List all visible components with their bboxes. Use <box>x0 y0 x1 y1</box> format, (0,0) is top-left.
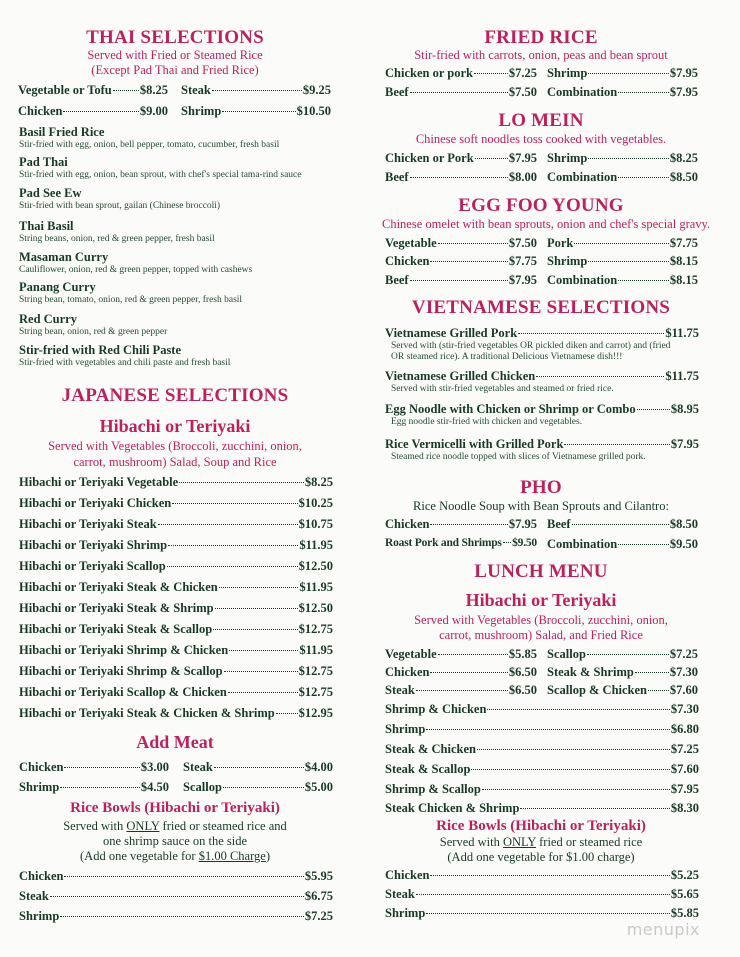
fried-rice-desc: Stir-fried with carrots, onion, peas and bean sprout <box>414 48 668 62</box>
thai-dish-name: Thai Basil <box>19 219 74 233</box>
lo-mein-row: Shrimp $8.25 <box>547 151 698 165</box>
lunch-subtitle: Hibachi or Teriyaki <box>465 590 617 610</box>
thai-dish-name: Stir-fried with Red Chili Paste <box>19 343 182 357</box>
lunch-item-row: Shrimp & Chicken $7.30 <box>385 702 699 716</box>
lunch-item-row: Shrimp & Scallop $7.95 <box>385 782 699 796</box>
lunch-pair-row: Vegetable $5.85 <box>385 647 537 661</box>
rice-bowls-title-left: Rice Bowls (Hibachi or Teriyaki) <box>70 800 280 816</box>
hibachi-item-row: Hibachi or Teriyaki Steak & Chicken $11.95 <box>19 580 333 594</box>
lunch-item-row: Steak Chicken & Shrimp $8.30 <box>385 801 699 815</box>
lunch-pair-row: Chicken $6.50 <box>385 665 537 679</box>
pho-row: Beef $8.50 <box>547 517 698 531</box>
vietnamese-selections-title: VIETNAMESE SELECTIONS <box>411 297 671 318</box>
rice-bowl-left-row: Shrimp $7.25 <box>19 909 333 923</box>
egg-foo-young-row: Shrimp $8.15 <box>547 254 698 268</box>
rice-bowls-title-right: Rice Bowls (Hibachi or Teriyaki) <box>436 818 646 834</box>
thai-option-row: Steak $9.25 <box>181 83 331 97</box>
hibachi-item-row: Hibachi or Teriyaki Steak & Chicken & Shrimp $12.95 <box>19 706 333 720</box>
vietnamese-item-desc: Served with (stir-fried vegetables OR pickled diken and carrot) and (fried <box>391 341 671 351</box>
thai-dish-name: Masaman Curry <box>19 250 109 264</box>
thai-dish-desc: Cauliflower, onion, red & green pepper, topped with cashews <box>19 265 253 275</box>
rice-bowls-desc-left-1: Served with ONLY fried or steamed rice and <box>63 819 287 833</box>
lunch-pair-row: Steak & Shrimp $7.30 <box>547 665 698 679</box>
pho-row: Roast Pork and Shrimps $9.50 <box>385 537 537 549</box>
vietnamese-item-desc: Steamed rice noodle topped with slices of Vietnamese grilled pork. <box>391 452 646 462</box>
add-meat-row: Shrimp $4.50 <box>19 780 169 794</box>
egg-foo-young-row: Beef $7.95 <box>385 273 537 287</box>
egg-foo-young-row: Combination $8.15 <box>547 273 698 287</box>
thai-option-row: Chicken $9.00 <box>18 104 168 118</box>
lo-mein-desc: Chinese soft noodles toss cooked with vegetables. <box>415 132 667 146</box>
thai-option-row: Vegetable or Tofu $8.25 <box>18 83 168 97</box>
lunch-item-row: Shrimp $6.80 <box>385 722 699 736</box>
lo-mein-row: Beef $8.00 <box>385 170 537 184</box>
lunch-pair-row: Scallop $7.25 <box>547 647 698 661</box>
egg-foo-young-title: EGG FOO YOUNG <box>458 195 624 216</box>
lunch-item-row: Steak & Scallop $7.60 <box>385 762 699 776</box>
hibachi-item-row: Hibachi or Teriyaki Scallop & Chicken $12.75 <box>19 685 333 699</box>
hibachi-item-row: Hibachi or Teriyaki Shrimp $11.95 <box>19 538 333 552</box>
vietnamese-item-row: Vietnamese Grilled Pork $11.75 <box>385 326 699 340</box>
rice-bowl-left-row: Steak $6.75 <box>19 889 333 903</box>
vietnamese-item-desc: Served with stir-fried vegetables and steamed or fried rice. <box>391 384 614 394</box>
lo-mein-title: LO MEIN <box>498 110 584 131</box>
watermark-logo: menupix <box>626 920 700 939</box>
add-meat-title: Add Meat <box>136 732 214 752</box>
rice-bowls-desc-right-2: (Add one vegetable for $1.00 charge) <box>447 850 635 864</box>
thai-selections-title: THAI SELECTIONS <box>86 27 264 48</box>
thai-dish-desc: String beans, onion, red & green pepper, fresh basil <box>19 234 215 244</box>
thai-dish-name: Pad See Ew <box>19 186 82 200</box>
rice-bowls-desc-right-1: Served with ONLY fried or steamed rice <box>439 835 643 849</box>
thai-dish-desc: String bean, tomato, onion, red & green pepper, fresh basil <box>19 295 243 305</box>
vietnamese-item-row: Vietnamese Grilled Chicken $11.75 <box>385 369 699 383</box>
lunch-item-row: Steak & Chicken $7.25 <box>385 742 699 756</box>
hibachi-item-row: Hibachi or Teriyaki Vegetable $8.25 <box>19 475 333 489</box>
thai-dish-desc: Stir-fried with egg, onion, bell pepper, tomato, cucumber, fresh basil <box>19 140 280 150</box>
rice-bowl-right-row: Shrimp $5.85 <box>385 906 699 920</box>
japanese-subtitle: Hibachi or Teriyaki <box>99 416 251 436</box>
fried-rice-row: Combination $7.95 <box>547 85 698 99</box>
thai-dish-desc: String bean, onion, red & green pepper <box>19 327 168 337</box>
pho-row: Chicken $7.95 <box>385 517 537 531</box>
hibachi-item-row: Hibachi or Teriyaki Steak $10.75 <box>19 517 333 531</box>
thai-dish-desc: Stir-fried with vegetables and chili paste and fresh basil <box>19 358 231 368</box>
egg-foo-young-row: Pork $7.75 <box>547 236 698 250</box>
hibachi-item-row: Hibachi or Teriyaki Steak & Scallop $12.75 <box>19 622 333 636</box>
lunch-menu-title: LUNCH MENU <box>474 561 608 582</box>
add-meat-row: Chicken $3.00 <box>19 760 169 774</box>
vietnamese-item-row: Rice Vermicelli with Grilled Pork $7.95 <box>385 437 699 451</box>
pho-title: PHO <box>520 477 562 498</box>
lunch-desc-2: carrot, mushroom) Salad, and Fried Rice <box>439 628 643 642</box>
thai-subtitle-1: Served with Fried or Steamed Rice <box>87 48 263 62</box>
hibachi-item-row: Hibachi or Teriyaki Steak & Shrimp $12.50 <box>19 601 333 615</box>
rice-bowl-left-row: Chicken $5.95 <box>19 869 333 883</box>
hibachi-item-row: Hibachi or Teriyaki Chicken $10.25 <box>19 496 333 510</box>
add-meat-row: Scallop $5.00 <box>183 780 333 794</box>
lunch-pair-row: Scallop & Chicken $7.60 <box>547 683 698 697</box>
egg-foo-young-desc: Chinese omelet with bean sprouts, onion and chef's special gravy. <box>382 217 711 231</box>
thai-dish-name: Panang Curry <box>19 280 96 294</box>
fried-rice-title: FRIED RICE <box>484 27 598 48</box>
fried-rice-row: Shrimp $7.95 <box>547 66 698 80</box>
thai-dish-desc: Stir-fried with bean sprout, gailan (Chinese broccoli) <box>19 201 221 211</box>
thai-subtitle-2: (Except Pad Thai and Fried Rice) <box>91 63 259 77</box>
vietnamese-item-desc: OR steamed rice). A traditional Delicious Vietnamese dish!!! <box>391 352 623 362</box>
egg-foo-young-row: Chicken $7.75 <box>385 254 537 268</box>
hibachi-item-row: Hibachi or Teriyaki Shrimp & Scallop $12.75 <box>19 664 333 678</box>
fried-rice-row: Chicken or pork $7.25 <box>385 66 537 80</box>
thai-dish-name: Pad Thai <box>19 155 68 169</box>
rice-bowl-right-row: Steak $5.65 <box>385 887 699 901</box>
lo-mein-row: Combination $8.50 <box>547 170 698 184</box>
vietnamese-item-desc: Egg noodle stir-fried with chicken and vegetables. <box>391 417 583 427</box>
lunch-pair-row: Steak $6.50 <box>385 683 537 697</box>
rice-bowls-desc-left-2: one shrimp sauce on the side <box>102 834 248 848</box>
rice-bowls-desc-left-3: (Add one vegetable for $1.00 Charge) <box>80 849 270 863</box>
thai-dish-name: Red Curry <box>19 312 77 326</box>
pho-desc: Rice Noodle Soup with Bean Sprouts and Cilantro: <box>413 499 669 513</box>
rice-bowl-right-row: Chicken $5.25 <box>385 868 699 882</box>
fried-rice-row: Beef $7.50 <box>385 85 537 99</box>
hibachi-item-row: Hibachi or Teriyaki Scallop $12.50 <box>19 559 333 573</box>
lo-mein-row: Chicken or Pork $7.95 <box>385 151 537 165</box>
hibachi-item-row: Hibachi or Teriyaki Shrimp & Chicken $11.95 <box>19 643 333 657</box>
thai-option-row: Shrimp $10.50 <box>181 104 331 118</box>
egg-foo-young-row: Vegetable $7.50 <box>385 236 537 250</box>
add-meat-row: Steak $4.00 <box>183 760 333 774</box>
japanese-desc-1: Served with Vegetables (Broccoli, zucchini, onion, <box>48 439 302 453</box>
japanese-desc-2: carrot, mushroom) Salad, Soup and Rice <box>73 455 277 469</box>
thai-dish-desc: Stir-fried with egg, onion, bean sprout, with chef's special tama-rind sauce <box>19 170 302 180</box>
lunch-desc-1: Served with Vegetables (Broccoli, zucchini, onion, <box>414 613 668 627</box>
thai-dish-name: Basil Fried Rice <box>19 125 105 139</box>
japanese-selections-title: JAPANESE SELECTIONS <box>61 385 289 406</box>
vietnamese-item-row: Egg Noodle with Chicken or Shrimp or Combo $8.95 <box>385 402 699 416</box>
pho-row: Combination $9.50 <box>547 537 698 551</box>
